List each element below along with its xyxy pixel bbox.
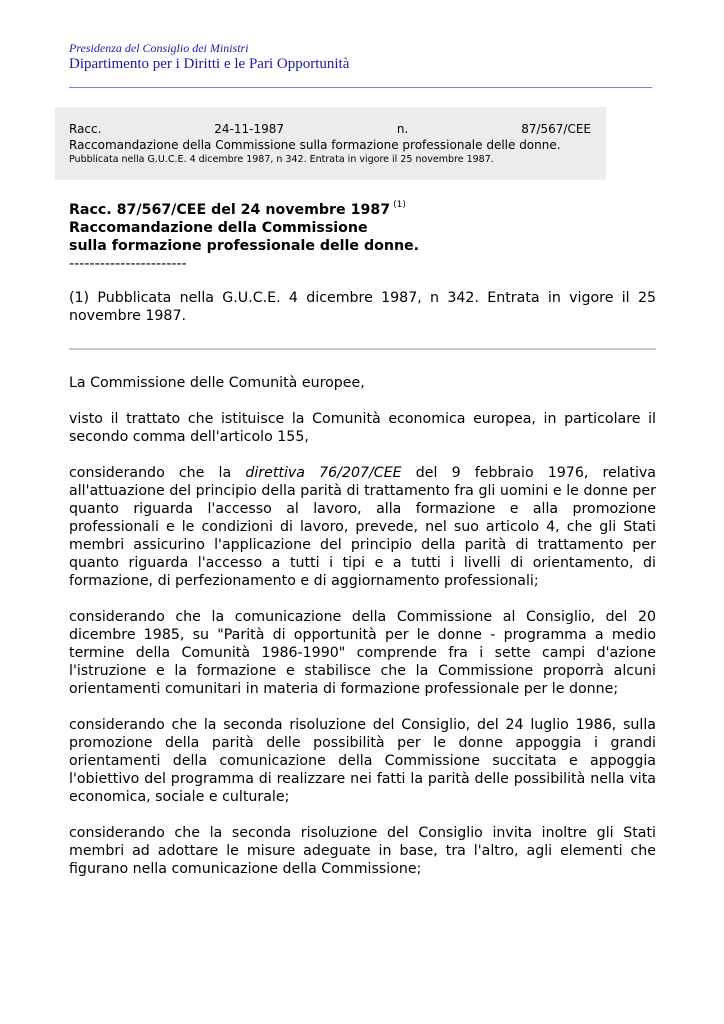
paragraph-member-states: considerando che la seconda risoluzione del Consiglio invita inoltre gli Stati membri ad adottare le misure adeguate in base, tra l'altro, agli elementi che figurano nella comunicazione della Commissione;: [69, 825, 656, 877]
summary-title: Raccomandazione della Commissione sulla formazione professionale delle donne.: [69, 138, 561, 152]
document-title: Racc. 87/567/CEE del 24 novembre 1987: [69, 202, 391, 218]
footnote-text: (1) Pubblicata nella G.U.C.E. 4 dicembre 1987, n 342. Entrata in vigore il 25 novembre 1987.: [69, 290, 656, 324]
directive-link[interactable]: direttiva 76/207/CEE: [245, 465, 402, 481]
section-divider: [69, 348, 656, 350]
paragraph-treaty: visto il trattato che istituisce la Comunità economica europea, in particolare il secondo comma dell'articolo 155,: [69, 411, 656, 445]
header-department: Dipartimento per i Diritti e le Pari Opportunità: [69, 56, 350, 72]
paragraph-commission: La Commissione delle Comunità europee,: [69, 375, 365, 391]
summary-reference-row: [69, 122, 591, 136]
summary-number-label: n.: [396, 122, 409, 136]
paragraph-second-resolution: considerando che la seconda risoluzione del Consiglio, del 24 luglio 1986, sulla promozione della parità delle possibilità per le donne appoggia i grandi orientamenti della comunicazione della Commissione succitata e appoggia l'obiettivo del programma di realizzare nei fatti la parità delle possibilità nella vita economica, sociale e culturale;: [69, 717, 656, 805]
paragraph-directive-rest: del 9 febbraio 1976, relativa all'attuazione del principio della parità di trattamento fra gli uomini e le donne per quanto riguarda l'accesso al lavoro, alla formazione e alla promozione professionali e le condizioni di lavoro, prevede, nel suo articolo 4, che gli Stati membri assicurino l'applicazione del principio della parità di trattamento per quanto riguarda l'accesso a tutti i tipi e a tutti i livelli di orientamento, di formazione, di perfezionamento e di aggiornamento professionali;: [69, 465, 656, 589]
document-title-line: [69, 196, 656, 219]
document-content: [69, 196, 656, 896]
header-divider: [69, 87, 652, 88]
summary-publication: Pubblicata nella G.U.C.E. 4 dicembre 1987, n 342. Entrata in vigore il 25 novembre 1987.: [69, 154, 494, 165]
paragraph-directive-intro: considerando che la: [69, 465, 246, 481]
summary-number: 87/567/CEE: [521, 122, 591, 136]
summary-kind: Racc.: [69, 122, 102, 136]
footnote-separator: -----------------------: [69, 256, 187, 272]
header-ministry: Presidenza del Consiglio dei Ministri: [69, 41, 249, 55]
paragraph-communication: considerando che la comunicazione della Commissione al Consiglio, del 20 dicembre 1985, su "Parità di opportunità per le donne - programma a medio termine della Comunità 1986-1990" comprende fra i sette campi d'azione l'istruzione e la formazione e stabilisce che la Commissione proporrà alcuni orientamenti comunitari in materia di formazione professionale per le donne;: [69, 609, 656, 697]
footnote-reference[interactable]: (1): [393, 200, 406, 210]
paragraph-directive: [69, 464, 656, 590]
document-subtitle-1: Raccomandazione della Commissione: [69, 220, 368, 236]
summary-box: [55, 107, 606, 180]
summary-date: 24-11-1987: [214, 122, 285, 136]
document-subtitle-2: sulla formazione professionale delle donne.: [69, 238, 420, 254]
